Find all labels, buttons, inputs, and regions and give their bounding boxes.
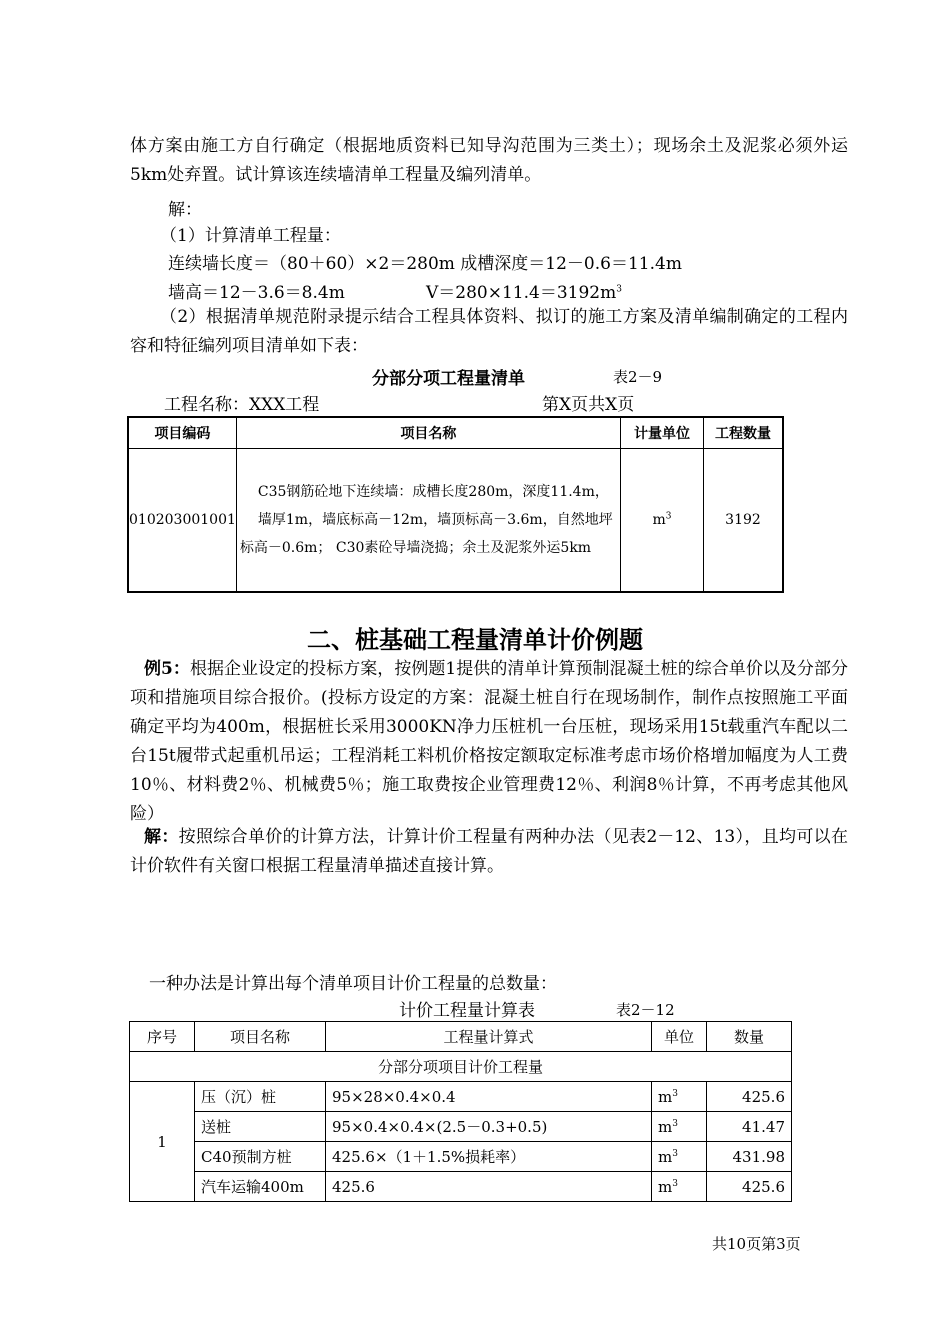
row-formula: 425.6×（1＋1.5%损耗率） [326,1142,652,1172]
row-name: C40预制方桩 [195,1142,326,1172]
row-name: 送桩 [195,1112,326,1142]
row-formula: 95×0.4×0.4×(2.5－0.3+0.5) [326,1112,652,1142]
example-text: 根据企业设定的投标方案，按例题1提供的清单计算预制混凝土桩的综合单价以及分部分项和措施项目综合报价。(投标方设定的方案：混凝土桩自行在现场制作，制作点按照施工平面确定平均为400m，根据桩长采用3000KN净力压桩机一台压桩，现场采用15t载重汽车配以二台15t履带式起重机吊运；工程消耗工料机价格按定额取定标准考虑市场价格增加幅度为人工费10％、材料费2％、机械费5％；施工取费按企业管理费12％、利润8％计算，不再考虑其他风险） [130,659,848,824]
row-name: 汽车运输400m [195,1172,326,1202]
row-quantity: 431.98 [707,1142,792,1172]
quantity-calculation-table [129,1021,792,1202]
solution-text: 按照综合单价的计算方法，计算计价工程量有两种办法（见表2－12、13），且均可以在计价软件有关窗口根据工程量清单描述直接计算。 [130,827,849,876]
seq-number: 1 [130,1082,195,1202]
example-label: 例5： [144,659,190,679]
row-quantity: 41.47 [707,1112,792,1142]
table-row [130,1142,792,1172]
step-one: （1）计算清单工程量： [160,226,341,246]
header-qty: 工程数量 [704,417,784,449]
header-name: 项目名称 [236,417,620,449]
table2-number: 表2－12 [616,1001,675,1019]
row-quantity: 425.6 [707,1172,792,1202]
bill-of-quantities-table [127,416,784,593]
solution-label-2: 解： [144,827,179,847]
table1-number: 表2－9 [613,368,663,386]
header-code: 项目编码 [128,417,236,449]
step-two: （2）根据清单规范附录提示结合工程具体资料、拟订的施工方案及清单编制确定的工程内容和特征编列项目清单如下表： [130,307,848,356]
item-quantity: 3192 [704,449,784,593]
page-footer: 共10页第3页 [712,1235,801,1253]
method-one: 一种办法是计算出每个清单项目计价工程量的总数量： [149,974,557,994]
row-name: 压（沉）桩 [195,1082,326,1112]
page-info: 第X页共X页 [542,395,635,415]
item-description [236,449,620,593]
section-heading: 二、桩基础工程量清单计价例题 [307,625,643,654]
table-row [128,449,783,593]
table1-title: 分部分项工程量清单 [372,369,525,389]
header-quantity-2: 数量 [707,1022,792,1052]
row-unit: $m^3$ [652,1082,707,1112]
solution-label: 解： [168,200,202,220]
header-item-name: 项目名称 [195,1022,326,1052]
header-unit-2: 单位 [652,1022,707,1052]
row-unit: $m^3$ [652,1112,707,1142]
project-name: 工程名称：XXX工程 [164,395,320,415]
intro-paragraph: 体方案由施工方自行确定（根据地质资料已知导沟范围为三类土）；现场余土及泥浆必须外运5km处弃置。试计算该连续墙清单工程量及编列清单。 [130,136,848,185]
item-code: 010203001001 [128,449,236,593]
calc-line-1: 连续墙长度＝（80＋60）×2＝280m 成槽深度＝12－0.6＝11.4m [168,254,682,274]
row-quantity: 425.6 [707,1082,792,1112]
header-unit: 计量单位 [621,417,704,449]
description-line-1: C35钢筋砼地下连续墙：成槽长度280m，深度11.4m， [257,484,609,500]
row-unit: $m^3$ [652,1142,707,1172]
header-formula: 工程量计算式 [326,1022,652,1052]
group-label: 分部分项项目计价工程量 [130,1052,792,1082]
header-seq: 序号 [130,1022,195,1052]
table-row [130,1082,792,1112]
group-row [130,1052,792,1082]
table-row [130,1172,792,1202]
row-unit: $m^3$ [652,1172,707,1202]
description-line-2: 墙厚1m，墙底标高－12m，墙顶标高－3.6m，自然地坪标高－0.6m； C30素砼导墙浇捣；余土及泥浆外运5km [239,512,613,556]
calc-line-2b: $V=280\times 11.4=3192m^3$ [426,283,622,303]
row-formula: 425.6 [326,1172,652,1202]
example-paragraph [130,655,848,829]
table2-header-row [130,1022,792,1052]
calc-line-2a: 墙高＝12－3.6＝8.4m [168,283,345,303]
table1-header-row [128,417,783,449]
solution-paragraph [130,823,848,881]
item-unit: $m^3$ [621,449,704,593]
table2-title: 计价工程量计算表 [399,1001,535,1021]
row-formula: 95×28×0.4×0.4 [326,1082,652,1112]
table-row [130,1112,792,1142]
